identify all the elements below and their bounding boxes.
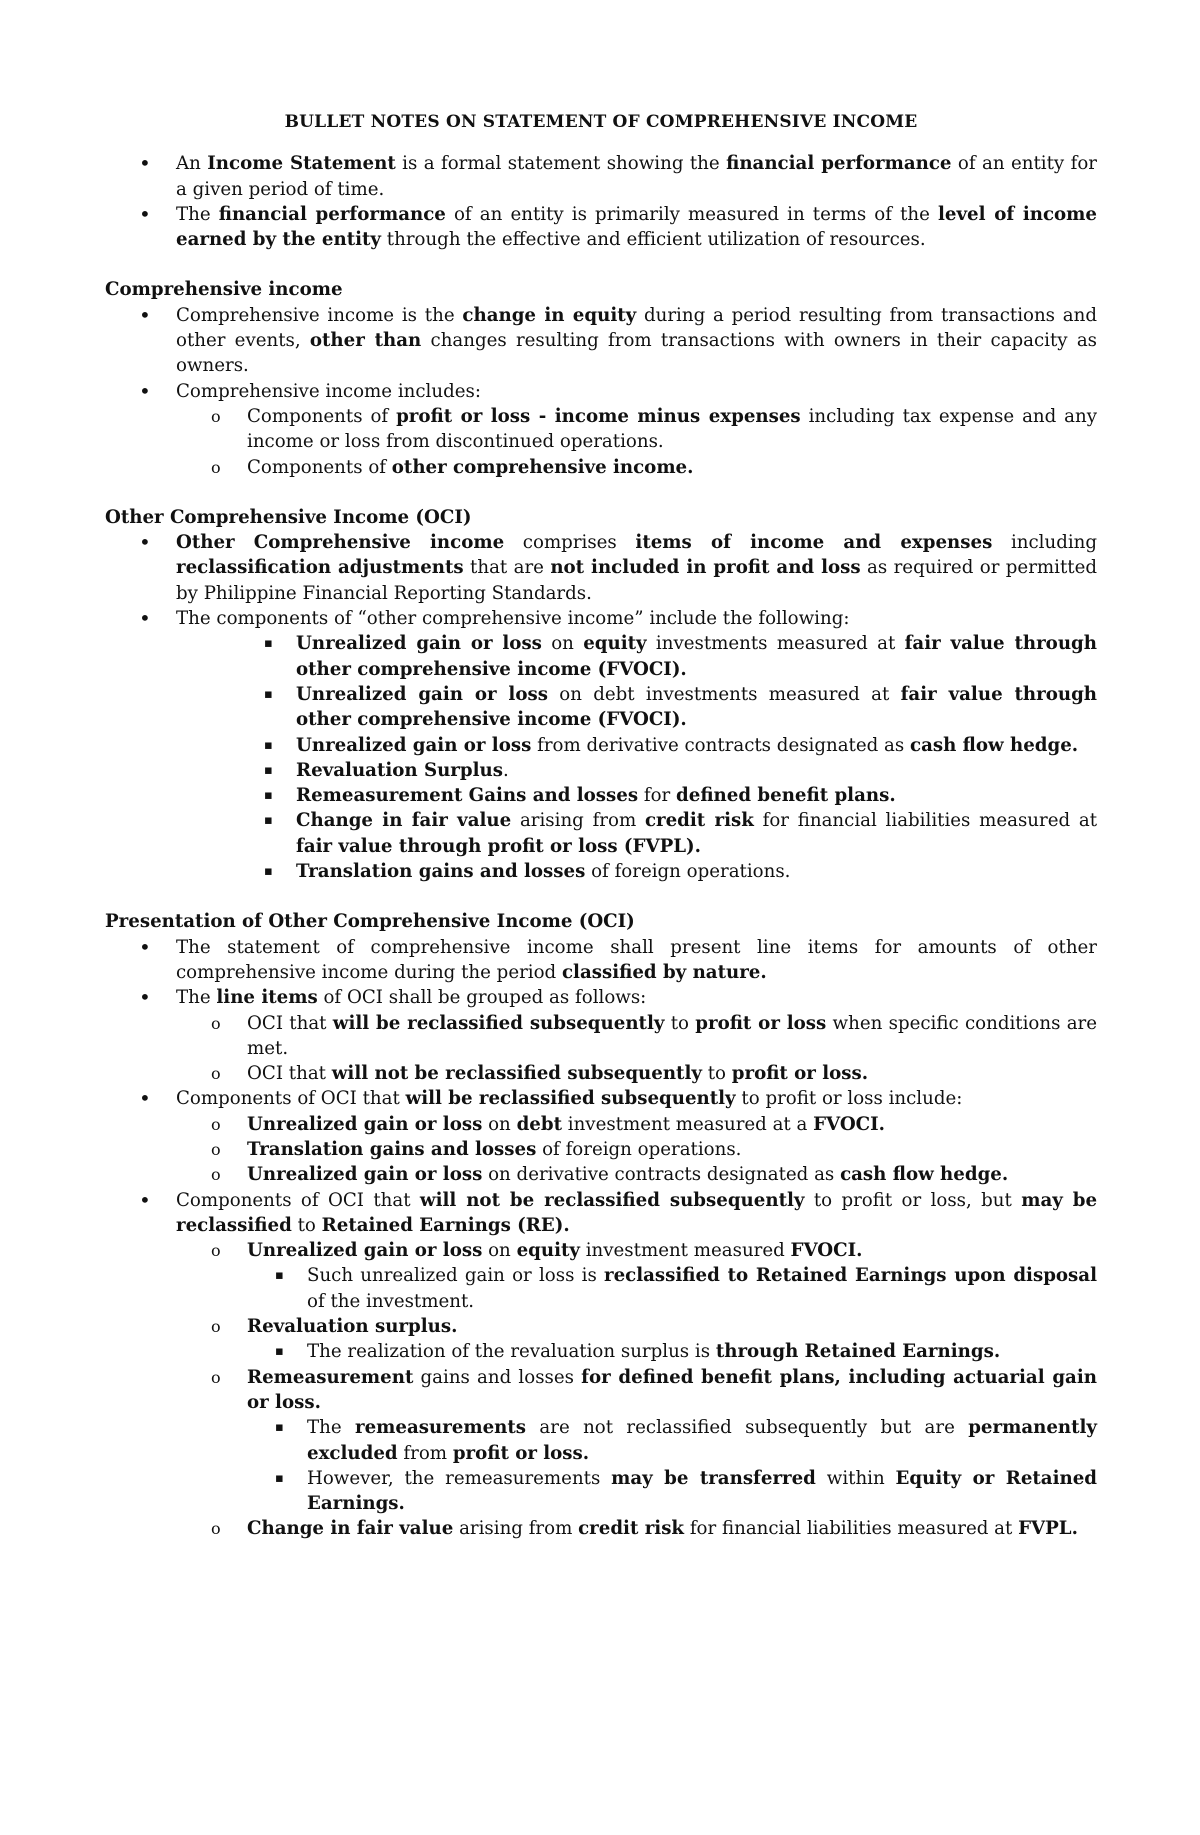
- sub-bullet-list: [105, 1238, 1097, 1542]
- text-run: on: [482, 1240, 517, 1262]
- bold-text-run: equity: [583, 633, 647, 655]
- sub-bullet-list: [105, 1011, 1097, 1087]
- bold-text-run: Remeasurement: [247, 1366, 414, 1388]
- section-bullet-list: [105, 935, 1097, 1542]
- text-run: of foreign operations.: [585, 861, 791, 883]
- square-bullet-item: [224, 859, 1097, 884]
- bold-text-run: line items: [216, 987, 318, 1009]
- text-run: changes resulting from transactions with owners in their capacity as owners.: [176, 330, 1098, 377]
- bold-text-run: change in equity: [462, 304, 637, 326]
- bold-text-run: credit risk: [578, 1518, 685, 1540]
- bullet-item: [105, 151, 1097, 202]
- text-run: of OCI shall be grouped as follows:: [317, 987, 647, 1009]
- bold-text-run: credit risk: [644, 810, 754, 832]
- sub-bullet-item: [176, 1137, 1097, 1162]
- square-bullet-item: [235, 1415, 1097, 1466]
- text-run: Components of OCI that: [176, 1088, 406, 1110]
- text-run: .: [502, 759, 509, 781]
- text-run: OCI that: [247, 1063, 332, 1085]
- text-run: arising from: [511, 810, 645, 832]
- text-run: The components of “other comprehensive income” include the following:: [176, 608, 850, 630]
- text-run: to: [701, 1063, 732, 1085]
- bold-text-run: profit or loss: [695, 1012, 827, 1034]
- bold-text-run: Unrealized gain or loss: [296, 734, 532, 756]
- bold-text-run: Change in fair value: [296, 810, 512, 832]
- text-run: gains and losses: [413, 1366, 582, 1388]
- bold-text-run: Unrealized gain or loss: [247, 1113, 483, 1135]
- text-run: for: [638, 785, 677, 807]
- bold-text-run: profit or loss.: [452, 1442, 590, 1464]
- text-run: as required or permitted by Philippine Financial Reporting Standards.: [176, 557, 1097, 604]
- text-run: are not reclassified subsequently but are: [526, 1417, 969, 1439]
- square-bullet-item: [224, 808, 1097, 859]
- bold-text-run: Unrealized gain or loss: [296, 633, 542, 655]
- bold-text-run: cash flow hedge.: [840, 1164, 1009, 1186]
- bold-text-run: will be reclassified subsequently: [405, 1088, 736, 1110]
- text-run: The: [307, 1417, 355, 1439]
- sections-container: [105, 277, 1097, 1541]
- bullet-item: [105, 303, 1097, 379]
- bold-text-run: Equity or Retained Earnings.: [307, 1467, 1097, 1515]
- bold-text-run: fair value through profit or loss (FVPL).: [296, 835, 701, 857]
- bold-text-run: Translation gains and losses: [247, 1138, 537, 1160]
- bold-text-run: Remeasurement Gains and losses: [296, 785, 639, 807]
- bold-text-run: classified by nature.: [561, 961, 767, 983]
- text-run: investments measured at: [646, 633, 905, 655]
- square-bullet-item: [224, 783, 1097, 808]
- section-bullet-list: [105, 303, 1097, 480]
- text-run: that are: [463, 557, 551, 579]
- bold-text-run: items of income and expenses: [635, 532, 993, 554]
- bold-text-run: reclassified to Retained Earnings upon disposal: [604, 1265, 1097, 1287]
- text-run: on derivative contracts designated as: [482, 1164, 841, 1186]
- text-run: including: [992, 532, 1098, 554]
- sub-bullet-list: [105, 1112, 1097, 1188]
- text-run: on debt investments measured at: [547, 683, 901, 705]
- square-bullet-item: [224, 682, 1097, 733]
- bold-text-run: remeasurements: [354, 1417, 527, 1439]
- text-run: to: [664, 1012, 696, 1034]
- text-run: is a formal statement showing the: [395, 153, 727, 175]
- bold-text-run: Other Comprehensive income: [176, 532, 505, 554]
- bold-text-run: Revaluation surplus.: [247, 1316, 458, 1338]
- text-run: for financial liabilities measured at: [753, 810, 1098, 832]
- square-bullet-item: [224, 631, 1097, 682]
- text-run: to: [291, 1214, 322, 1236]
- bold-text-run: Change in fair value: [247, 1518, 454, 1540]
- text-run: The: [176, 203, 219, 225]
- bold-text-run: cash flow hedge.: [910, 734, 1079, 756]
- bold-text-run: not included in profit and loss: [550, 557, 861, 579]
- text-run: The: [176, 987, 217, 1009]
- bold-text-run: FVOCI.: [790, 1240, 863, 1262]
- bullet-item: [105, 985, 1097, 1086]
- text-run: including tax expense and any income or loss from discontinued operations.: [247, 405, 1098, 453]
- sub-bullet-item: [176, 1238, 1097, 1314]
- bullet-item: [105, 606, 1097, 884]
- bold-text-run: reclassification adjustments: [176, 557, 464, 579]
- square-bullet-list: [176, 1415, 1097, 1516]
- sub-bullet-item: [176, 1516, 1097, 1541]
- text-run: of an entity is primarily measured in terms of the: [445, 203, 938, 225]
- bullet-item: [105, 202, 1097, 253]
- section-heading: Presentation of Other Comprehensive Income (OCI): [105, 911, 635, 933]
- bold-text-run: may be transferred: [611, 1467, 816, 1489]
- bullet-item: [105, 379, 1097, 480]
- square-bullet-item: [224, 733, 1097, 758]
- text-run: on: [541, 633, 584, 655]
- text-run: An: [176, 153, 208, 175]
- text-run: investment measured: [579, 1240, 791, 1262]
- text-run: of foreign operations.: [536, 1138, 742, 1160]
- document-title: BULLET NOTES ON STATEMENT OF COMPREHENSIVE INCOME: [284, 112, 918, 132]
- square-bullet-list: [176, 1263, 1097, 1314]
- bold-text-run: Revaluation Surplus: [296, 759, 503, 781]
- bold-text-run: profit or loss - income minus expenses: [396, 405, 801, 427]
- section-heading: Other Comprehensive Income (OCI): [105, 506, 472, 528]
- bold-text-run: financial performance: [726, 153, 952, 175]
- bold-text-run: fair value through other comprehensive income (FVOCI).: [296, 683, 1098, 731]
- sub-bullet-item: [176, 1365, 1097, 1517]
- bold-text-run: defined benefit plans.: [676, 785, 896, 807]
- bold-text-run: Unrealized gain or loss: [247, 1240, 483, 1262]
- text-run: from: [397, 1442, 453, 1464]
- sub-bullet-item: [176, 455, 1097, 480]
- text-run: comprises: [504, 532, 636, 554]
- bold-text-run: Translation gains and losses: [296, 861, 586, 883]
- square-bullet-item: [235, 1466, 1097, 1517]
- bullet-item: [105, 1086, 1097, 1187]
- bullet-item: [105, 530, 1097, 606]
- text-run: Components of OCI that: [176, 1189, 420, 1211]
- text-run: of an entity for a given period of time.: [176, 153, 1097, 200]
- intro-bullet-list: [105, 151, 1097, 252]
- bold-text-run: Unrealized gain or loss: [296, 683, 548, 705]
- bullet-item: [105, 935, 1097, 986]
- bold-text-run: other comprehensive income.: [391, 456, 694, 478]
- text-run: from derivative contracts designated as: [531, 734, 911, 756]
- text-run: The statement of comprehensive income shall present line items for amounts of other comprehensive income during the period: [176, 936, 1097, 983]
- text-run: However, the remeasurements: [307, 1467, 612, 1489]
- text-run: of the investment.: [307, 1290, 475, 1312]
- text-run: Components of: [247, 456, 392, 478]
- text-run: The realization of the revaluation surplus is: [307, 1341, 716, 1363]
- bold-text-run: fair value through other comprehensive income (FVOCI).: [296, 633, 1097, 680]
- section-bullet-list: [105, 530, 1097, 884]
- text-run: when specific conditions are met.: [247, 1012, 1097, 1059]
- text-run: for financial liabilities measured at: [684, 1518, 1019, 1540]
- bold-text-run: financial performance: [218, 203, 446, 225]
- text-run: through the effective and efficient utilization of resources.: [381, 229, 926, 251]
- square-bullet-item: [224, 758, 1097, 783]
- text-run: Components of: [247, 405, 397, 427]
- bold-text-run: debt: [516, 1113, 562, 1135]
- sub-bullet-item: [176, 1061, 1097, 1086]
- sub-bullet-item: [176, 1011, 1097, 1062]
- bold-text-run: Retained Earnings (RE).: [321, 1214, 570, 1236]
- section-heading: Comprehensive income: [105, 279, 343, 301]
- bold-text-run: will not be reclassified subsequently: [419, 1189, 805, 1211]
- sub-bullet-item: [176, 1112, 1097, 1137]
- bold-text-run: will be reclassified subsequently: [332, 1012, 665, 1034]
- text-run: Comprehensive income includes:: [176, 380, 481, 402]
- square-bullet-list: [176, 1339, 1097, 1364]
- text-run: during a period resulting from transactions and other events,: [176, 304, 1098, 352]
- bold-text-run: permanently excluded: [307, 1417, 1097, 1464]
- text-run: on: [482, 1113, 517, 1135]
- bullet-item: [105, 1188, 1097, 1542]
- bold-text-run: FVOCI.: [813, 1113, 886, 1135]
- sub-bullet-item: [176, 404, 1097, 455]
- bold-text-run: may be reclassified: [176, 1189, 1098, 1236]
- bold-text-run: FVPL.: [1018, 1518, 1078, 1540]
- sub-bullet-list: [105, 404, 1097, 480]
- square-bullet-item: [235, 1339, 1097, 1364]
- bold-text-run: through Retained Earnings.: [715, 1341, 1001, 1363]
- bold-text-run: other than: [309, 330, 422, 352]
- text-run: within: [815, 1467, 896, 1489]
- text-run: Such unrealized gain or loss is: [307, 1265, 604, 1287]
- text-run: OCI that: [247, 1012, 333, 1034]
- bold-text-run: for defined benefit plans, including actuarial gain or loss.: [247, 1366, 1097, 1413]
- text-run: to profit or loss include:: [735, 1088, 963, 1110]
- text-run: Comprehensive income is the: [176, 304, 463, 326]
- bold-text-run: equity: [516, 1240, 580, 1262]
- sub-bullet-item: [176, 1314, 1097, 1365]
- bold-text-run: Unrealized gain or loss: [247, 1164, 483, 1186]
- square-bullet-list: [176, 631, 1097, 884]
- text-run: to profit or loss, but: [804, 1189, 1022, 1211]
- text-run: investment measured at a: [561, 1113, 814, 1135]
- bold-text-run: Income Statement: [207, 153, 396, 175]
- bold-text-run: level of income earned by the entity: [176, 203, 1097, 251]
- bold-text-run: profit or loss.: [731, 1063, 869, 1085]
- sub-bullet-item: [176, 1162, 1097, 1187]
- text-run: arising from: [453, 1518, 579, 1540]
- square-bullet-item: [235, 1263, 1097, 1314]
- bold-text-run: will not be reclassified subsequently: [331, 1063, 702, 1085]
